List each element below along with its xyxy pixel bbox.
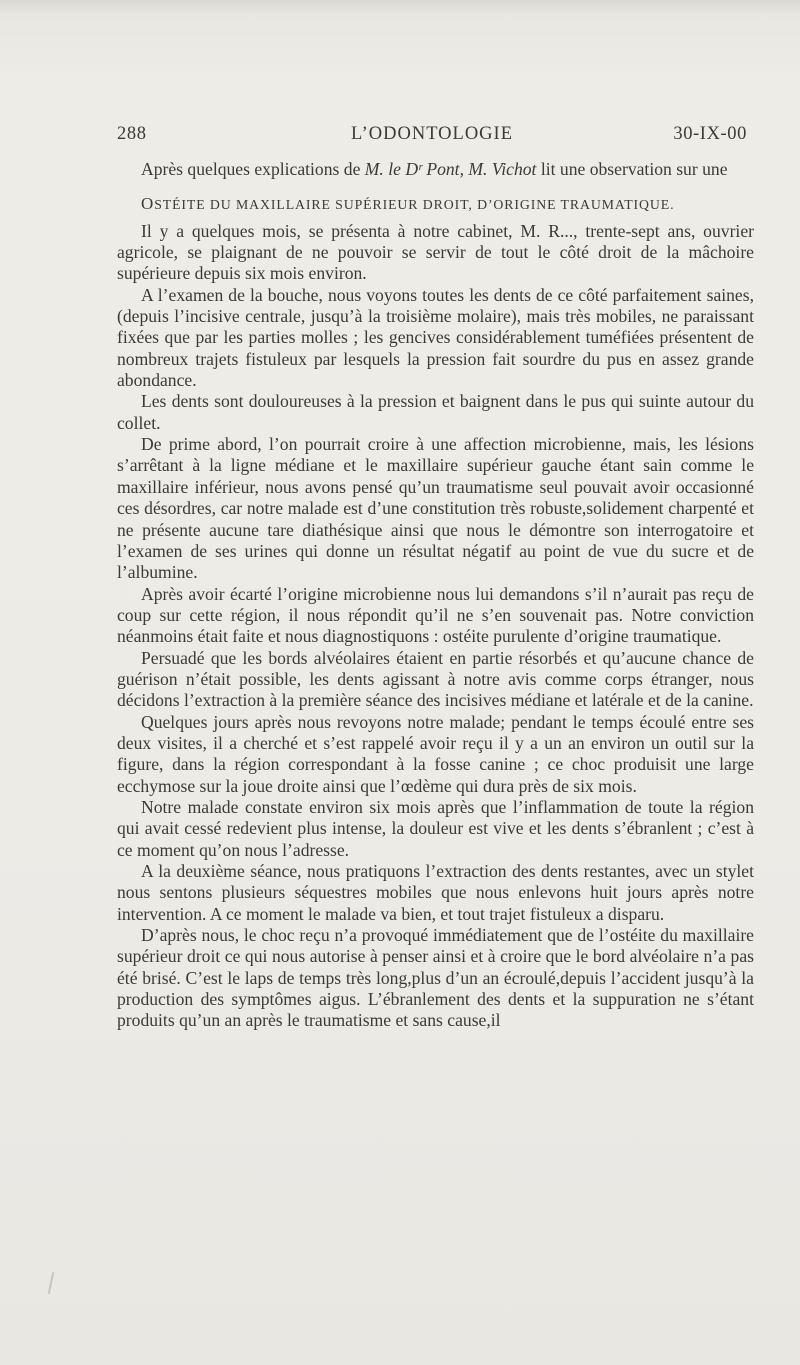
- intro-rest: lit une observation sur une: [536, 159, 728, 179]
- paragraph: De prime abord, l’on pourrait croire à une affection microbienne, mais, les lésions s’arrêtant à la ligne médiane et le maxillaire supérieur gauche étant sain comme le maxillaire inférieur, nous avons pensé qu’un traumatisme seul pouvait avoir occasionné ces désordres, car notre malade est d’une constitution très robuste,solidement charpenté et ne présente aucune tare diathésique ainsi que nous le démontre son interrogatoire et l’examen de ses urines qui donne un résultat négatif au point de vue du sucre et de l’albumine.: [117, 434, 754, 583]
- page-number: 288: [117, 124, 147, 144]
- heading-initial: O: [141, 194, 155, 214]
- intro-separator: ,: [459, 159, 469, 179]
- paragraph: Après avoir écarté l’origine microbienne nous lui demandons s’il n’aurait pas reçu de coup sur cette région, il nous répondit qu’il ne s’en souvenait pas. Notre conviction néanmoins était faite et nous diagnostiquons : ostéite purulente d’origine traumatique.: [117, 583, 754, 647]
- paragraph: Les dents sont douloureuses à la pression et baignent dans le pus qui suinte autour du collet.: [117, 391, 754, 433]
- issue-date: 30-IX-00: [673, 124, 747, 144]
- margin-mark: [48, 1272, 55, 1294]
- paragraph: D’après nous, le choc reçu n’a provoqué immédiatement que de l’ostéite du maxillaire supérieur droit ce qui nous autorise à penser ainsi et à croire que le bord alvéolaire n’a pas été brisé. C’est le laps de temps très long,plus d’un an écroulé,depuis l’accident jusqu’à la production des symptômes aigus. L’ébranlement des dents et la suppuration ne s’étant produits qu’un an après le traumatisme et sans cause,il: [117, 925, 754, 1031]
- page-edge-shadow: [0, 0, 800, 14]
- journal-title: L’ODONTOLOGIE: [350, 124, 513, 144]
- paragraph: Il y a quelques mois, se présenta à notre cabinet, M. R..., trente-sept ans, ouvrier agricole, se plaignant de ne pouvoir se servir de tout le côté droit de la mâchoire supérieure depuis six mois environ.: [117, 220, 754, 284]
- heading-text: STÉITE DU MAXILLAIRE SUPÉRIEUR DROIT, D’ORIGINE TRAUMATIQUE.: [154, 197, 675, 213]
- paragraph: A l’examen de la bouche, nous voyons toutes les dents de ce côté parfaitement saines, (depuis l’incisive centrale, jusqu’à la troisième molaire), mais très mobiles, ne paraissant fixées que par les parties molles ; les gencives considérablement tuméfiées présentent de nombreux trajets fistuleux par lesquels la pression fait sourdre du pus en assez grande abondance.: [117, 284, 754, 391]
- paragraph: Persuadé que les bords alvéolaires étaient en partie résorbés et qu’aucune chance de guérison n’était possible, les dents agissant à notre avis comme corps étranger, nous décidons l’extraction à la première séance des incisives médiane et latérale et de la canine.: [117, 647, 754, 711]
- speaker-name: M. le Dʳ Pont: [364, 159, 460, 179]
- running-head: [117, 124, 747, 150]
- speaker-name: M. Vichot: [468, 159, 537, 179]
- paragraph: A la deuxième séance, nous pratiquons l’extraction des dents restantes, avec un stylet nous sentons plusieurs séquestres mobiles que nous enlevons huit jours après notre intervention. A ce moment le malade va bien, et tout trajet fistuleux a disparu.: [117, 861, 754, 924]
- article-body: [117, 159, 754, 1032]
- paragraph: Quelques jours après nous revoyons notre malade; pendant le temps écoulé entre ses deux visites, il a cherché et s’est rappelé avoir reçu il y a un an environ un outil sur la figure, dans la région correspondant à la fosse canine ; ce choc produisit une large ecchymose sur la joue droite ainsi que l’œdème qui dura près de six mois.: [117, 711, 754, 796]
- intro-paragraph: [117, 159, 754, 180]
- intro-lead: Après quelques explications de: [141, 159, 365, 179]
- paragraph: Notre malade constate environ six mois après que l’inflammation de toute la région qui avait cessé redevient plus intense, la douleur est vive et les dents s’ébranlent ; c’est à ce moment qu’on nous l’adresse.: [117, 796, 754, 860]
- section-heading: [117, 193, 754, 215]
